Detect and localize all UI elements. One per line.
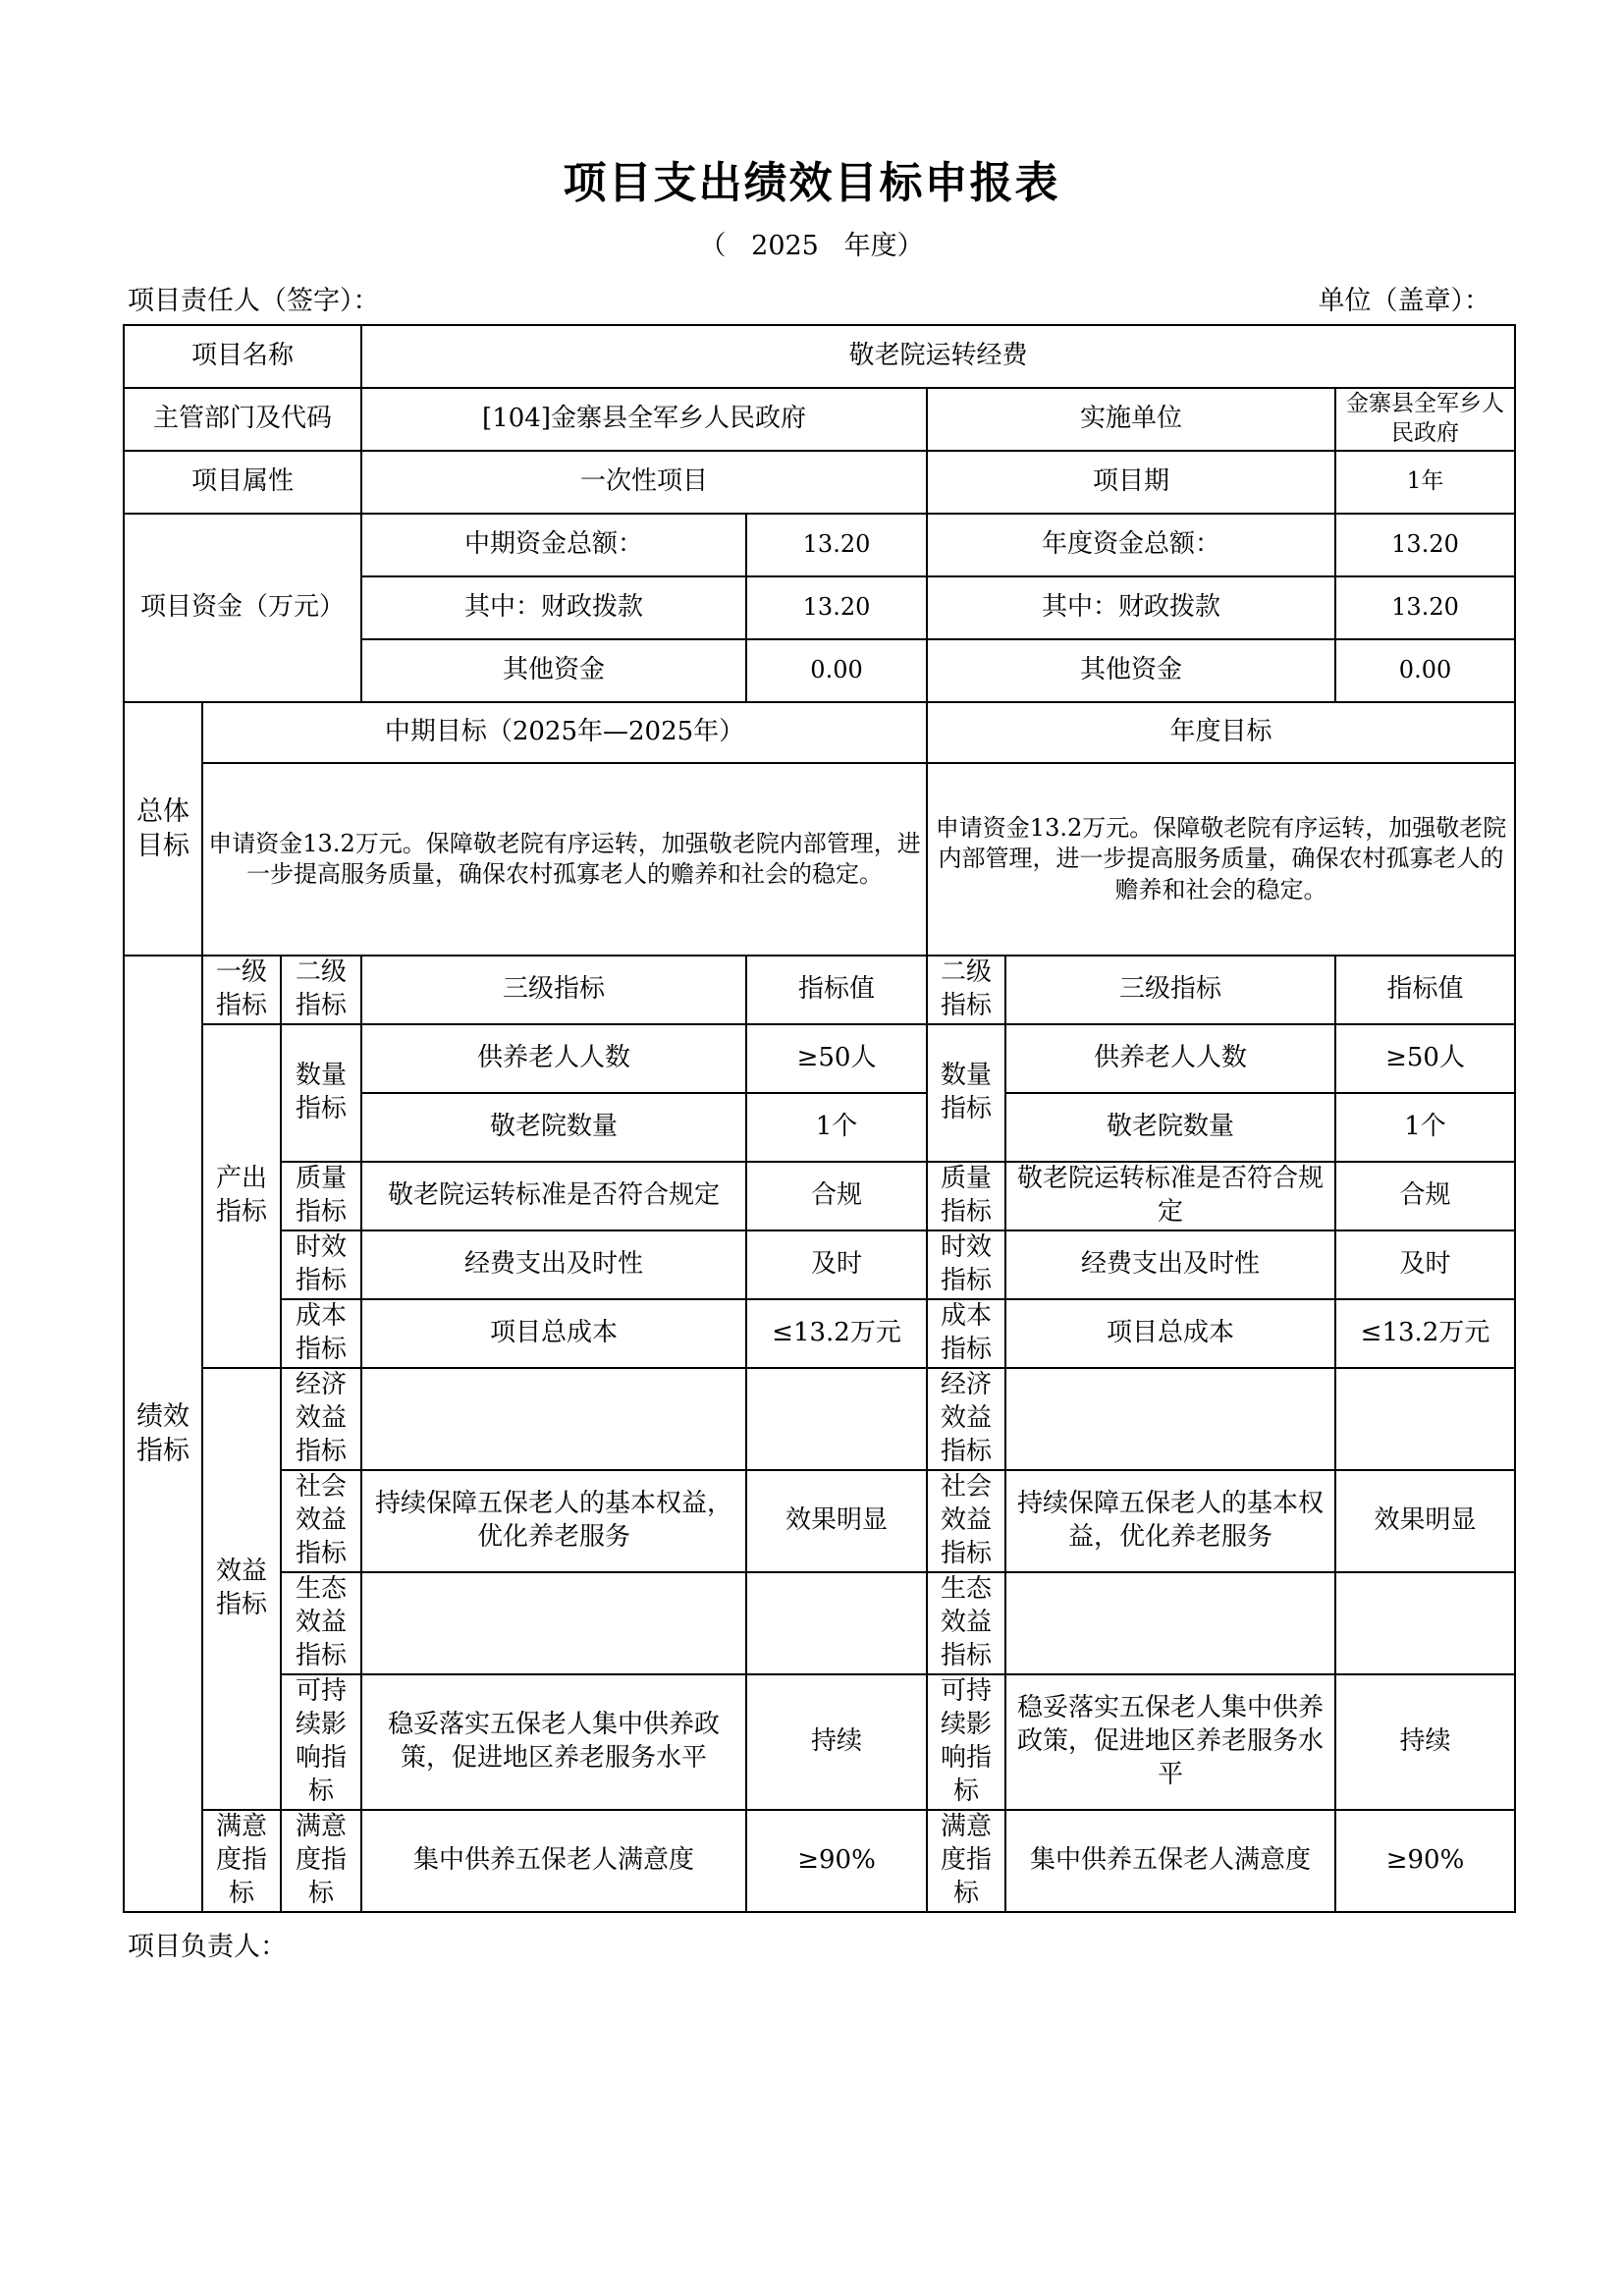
quantity-name-2-right: 敬老院数量 [1005, 1093, 1335, 1162]
quality-value: 合规 [746, 1162, 927, 1230]
economic-name [361, 1368, 746, 1470]
cost-value: ≤13.2万元 [746, 1299, 927, 1368]
social-value: 效果明显 [746, 1470, 927, 1572]
quantity-name-1: 供养老人人数 [361, 1024, 746, 1093]
funds-label: 项目资金（万元） [124, 514, 361, 702]
economic-value [746, 1368, 927, 1470]
project-name-value: 敬老院运转经费 [361, 325, 1515, 388]
ecological-name-right [1005, 1572, 1335, 1674]
ecological-value [746, 1572, 927, 1674]
year-total-label: 年度资金总额： [927, 514, 1335, 576]
sustainable-name: 稳妥落实五保老人集中供养政策，促进地区养老服务水平 [361, 1674, 746, 1810]
timeliness-name: 经费支出及时性 [361, 1230, 746, 1299]
economic-name-right [1005, 1368, 1335, 1470]
sustainable-indicator-label: 可持续影响指标 [281, 1674, 361, 1810]
benefit-indicator-label: 效益指标 [202, 1368, 281, 1810]
year-goal-text: 申请资金13.2万元。保障敬老院有序运转，加强敬老院内部管理，进一步提高服务质量，确保农村孤寡老人的赡养和社会的稳定。 [927, 763, 1515, 956]
satisfaction-value-right: ≥90% [1335, 1810, 1515, 1912]
quantity-indicator-label-right: 数量指标 [927, 1024, 1005, 1162]
impl-unit-label: 实施单位 [927, 388, 1335, 451]
social-name: 持续保障五保老人的基本权益，优化养老服务 [361, 1470, 746, 1572]
cost-indicator-label: 成本指标 [281, 1299, 361, 1368]
cost-name-right: 项目总成本 [1005, 1299, 1335, 1368]
social-indicator-label: 社会效益指标 [281, 1470, 361, 1572]
mid-total-value: 13.20 [746, 514, 927, 576]
sustainable-indicator-label-right: 可持续影响指标 [927, 1674, 1005, 1810]
satisfaction-indicator-label-right: 满意度指标 [927, 1810, 1005, 1912]
dept-label: 主管部门及代码 [124, 388, 361, 451]
unit-seal-label: 单位（盖章）： [1318, 286, 1490, 316]
year-fiscal-label: 其中：财政拨款 [927, 576, 1335, 639]
sustainable-name-right: 稳妥落实五保老人集中供养政策，促进地区养老服务水平 [1005, 1674, 1335, 1810]
mid-goal-text: 申请资金13.2万元。保障敬老院有序运转，加强敬老院内部管理，进一步提高服务质量，确保农村孤寡老人的赡养和社会的稳定。 [202, 763, 927, 956]
impl-unit-value: 金寨县全军乡人民政府 [1335, 388, 1515, 451]
year-other-label: 其他资金 [927, 639, 1335, 702]
year-goal-header: 年度目标 [927, 702, 1515, 763]
quality-indicator-label: 质量指标 [281, 1162, 361, 1230]
mid-other-label: 其他资金 [361, 639, 746, 702]
quantity-name-2: 敬老院数量 [361, 1093, 746, 1162]
ecological-indicator-label: 生态效益指标 [281, 1572, 361, 1674]
timeliness-value-right: 及时 [1335, 1230, 1515, 1299]
project-period-value: 1年 [1335, 451, 1515, 514]
ecological-indicator-label-right: 生态效益指标 [927, 1572, 1005, 1674]
quantity-value-1: ≥50人 [746, 1024, 927, 1093]
economic-indicator-label-right: 经济效益指标 [927, 1368, 1005, 1470]
social-value-right: 效果明显 [1335, 1470, 1515, 1572]
mid-other-value: 0.00 [746, 639, 927, 702]
timeliness-indicator-label: 时效指标 [281, 1230, 361, 1299]
mid-fiscal-value: 13.20 [746, 576, 927, 639]
mid-goal-header: 中期目标（2025年—2025年） [202, 702, 927, 763]
economic-indicator-label: 经济效益指标 [281, 1368, 361, 1470]
sustainable-value-right: 持续 [1335, 1674, 1515, 1810]
timeliness-indicator-label-right: 时效指标 [927, 1230, 1005, 1299]
quantity-indicator-label: 数量指标 [281, 1024, 361, 1162]
project-attr-value: 一次性项目 [361, 451, 927, 514]
page-title: 项目支出绩效目标申报表 [563, 158, 1060, 208]
year-total-value: 13.20 [1335, 514, 1515, 576]
satisfaction-name: 集中供养五保老人满意度 [361, 1810, 746, 1912]
year-other-value: 0.00 [1335, 639, 1515, 702]
overall-goal-label: 总体目标 [124, 702, 202, 956]
mid-fiscal-label: 其中：财政拨款 [361, 576, 746, 639]
signer-label: 项目责任人（签字）： [128, 286, 380, 316]
output-indicator-label: 产出指标 [202, 1024, 281, 1368]
project-period-label: 项目期 [927, 451, 1335, 514]
header-level1: 一级指标 [202, 956, 281, 1024]
footer-responsible-label: 项目负责人： [128, 1932, 287, 1962]
header-value: 指标值 [746, 956, 927, 1024]
sustainable-value: 持续 [746, 1674, 927, 1810]
quantity-value-2: 1个 [746, 1093, 927, 1162]
header-level3-right: 三级指标 [1005, 956, 1335, 1024]
project-name-label: 项目名称 [124, 325, 361, 388]
header-level3: 三级指标 [361, 956, 746, 1024]
quality-value-right: 合规 [1335, 1162, 1515, 1230]
cost-indicator-label-right: 成本指标 [927, 1299, 1005, 1368]
year-line: （ 2025 年度） [699, 231, 924, 261]
cost-value-right: ≤13.2万元 [1335, 1299, 1515, 1368]
satisfaction-name-right: 集中供养五保老人满意度 [1005, 1810, 1335, 1912]
ecological-name [361, 1572, 746, 1674]
header-value-right: 指标值 [1335, 956, 1515, 1024]
satisfaction-level1-label: 满意度指标 [202, 1810, 281, 1912]
social-name-right: 持续保障五保老人的基本权益，优化养老服务 [1005, 1470, 1335, 1572]
quality-name-right: 敬老院运转标准是否符合规定 [1005, 1162, 1335, 1230]
cost-name: 项目总成本 [361, 1299, 746, 1368]
project-attr-label: 项目属性 [124, 451, 361, 514]
satisfaction-value: ≥90% [746, 1810, 927, 1912]
dept-value: [104]金寨县全军乡人民政府 [361, 388, 927, 451]
quality-indicator-label-right: 质量指标 [927, 1162, 1005, 1230]
quantity-value-1-right: ≥50人 [1335, 1024, 1515, 1093]
performance-indicator-label: 绩效指标 [124, 956, 202, 1912]
economic-value-right [1335, 1368, 1515, 1470]
social-indicator-label-right: 社会效益指标 [927, 1470, 1005, 1572]
header-level2-right: 二级指标 [927, 956, 1005, 1024]
timeliness-name-right: 经费支出及时性 [1005, 1230, 1335, 1299]
quantity-value-2-right: 1个 [1335, 1093, 1515, 1162]
quantity-name-1-right: 供养老人人数 [1005, 1024, 1335, 1093]
ecological-value-right [1335, 1572, 1515, 1674]
mid-total-label: 中期资金总额： [361, 514, 746, 576]
performance-target-table [123, 324, 1516, 1913]
header-level2: 二级指标 [281, 956, 361, 1024]
timeliness-value: 及时 [746, 1230, 927, 1299]
year-fiscal-value: 13.20 [1335, 576, 1515, 639]
satisfaction-indicator-label: 满意度指标 [281, 1810, 361, 1912]
quality-name: 敬老院运转标准是否符合规定 [361, 1162, 746, 1230]
